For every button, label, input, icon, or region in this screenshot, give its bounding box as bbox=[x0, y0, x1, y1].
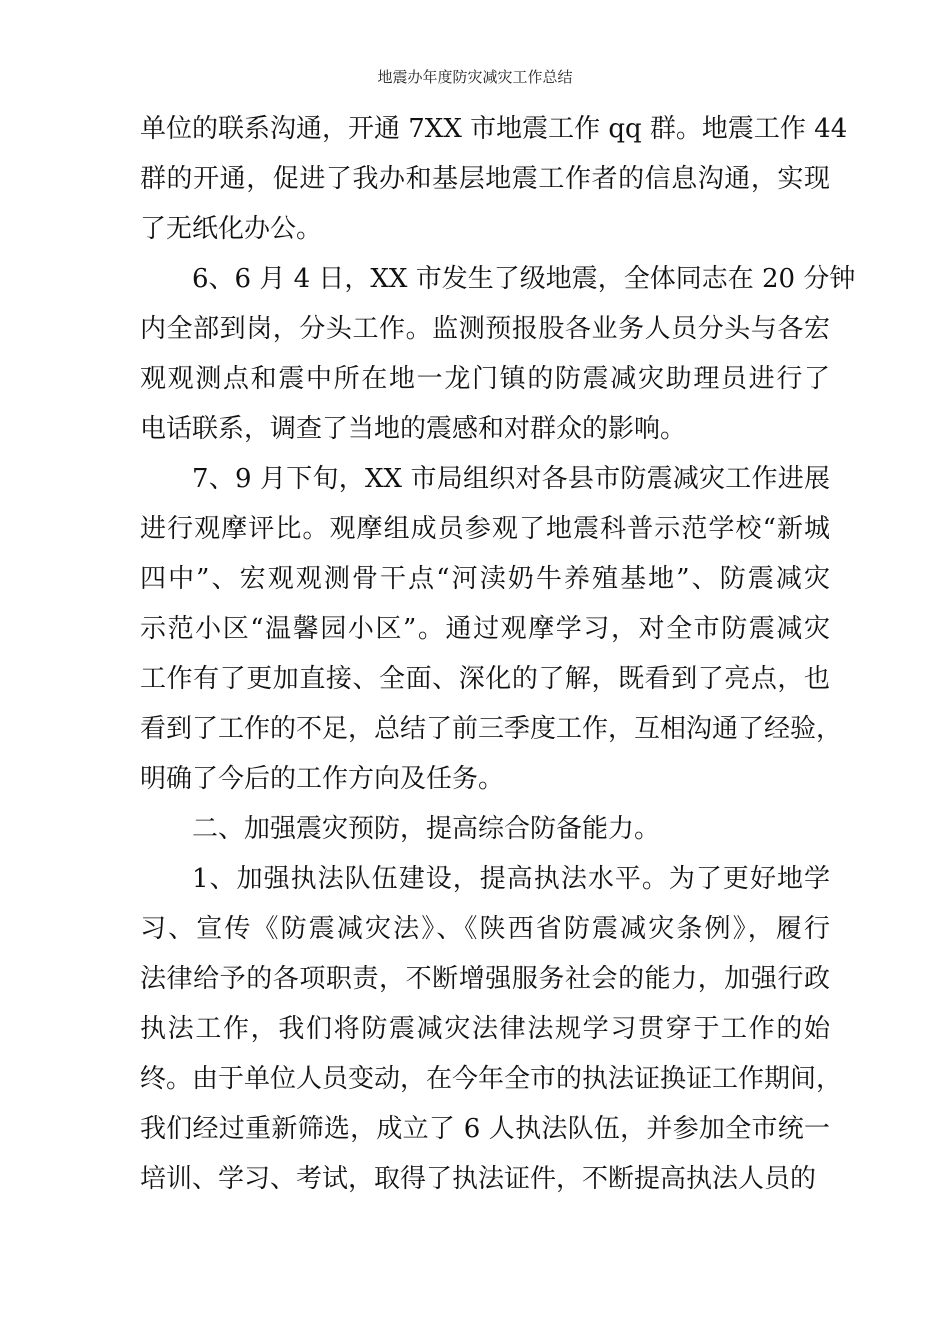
text-line: 进行观摩评比。观摩组成员参观了地震科普示范学校“新城 bbox=[140, 514, 830, 544]
paragraph bbox=[140, 104, 848, 254]
page-header-title: 地震办年度防灾减灾工作总结 bbox=[377, 68, 573, 86]
paragraph bbox=[140, 454, 843, 804]
text-line: 1、加强执法队伍建设，提高执法水平。为了更好地学 bbox=[192, 864, 830, 894]
text-line: 法律给予的各项职责，不断增强服务社会的能力，加强行政 bbox=[140, 964, 830, 994]
paragraph bbox=[140, 854, 843, 1204]
text-line: 四中”、宏观观测骨干点“河渎奶牛养殖基地”、防震减灾 bbox=[140, 564, 830, 594]
text-line: 观观测点和震中所在地一龙门镇的防震减灾助理员进行了 bbox=[140, 364, 830, 394]
section-heading bbox=[140, 804, 830, 854]
text-line: 二、加强震灾预防，提高综合防备能力。 bbox=[192, 814, 661, 844]
text-line: 群的开通，促进了我办和基层地震工作者的信息沟通，实现 bbox=[140, 164, 830, 194]
text-line: 示范小区“温馨园小区”。通过观摩学习，对全市防震减灾 bbox=[140, 614, 830, 644]
text-line: 终。由于单位人员变动，在今年全市的执法证换证工作期间， bbox=[140, 1064, 843, 1094]
text-line: 单位的联系沟通，开通 7XX 市地震工作 qq 群。地震工作 44 bbox=[140, 114, 848, 144]
text-line: 6、6 月 4 日，XX 市发生了级地震，全体同志在 20 分钟 bbox=[192, 264, 856, 294]
text-line: 执法工作，我们将防震减灾法律法规学习贯穿于工作的始 bbox=[140, 1014, 830, 1044]
text-line: 内全部到岗，分头工作。监测预报股各业务人员分头与各宏 bbox=[140, 314, 830, 344]
text-line: 电话联系，调查了当地的震感和对群众的影响。 bbox=[140, 414, 687, 444]
paragraph bbox=[140, 254, 856, 454]
text-line: 看到了工作的不足，总结了前三季度工作，互相沟通了经验， bbox=[140, 714, 843, 744]
text-line: 了无纸化办公。 bbox=[140, 214, 323, 244]
text-line: 工作有了更加直接、全面、深化的了解，既看到了亮点，也 bbox=[140, 664, 830, 694]
text-line: 培训、学习、考试，取得了执法证件，不断提高执法人员的 bbox=[140, 1164, 817, 1194]
document-body bbox=[140, 104, 856, 1204]
text-line: 习、宣传《防震减灾法》、《陕西省防震减灾条例》，履行 bbox=[140, 914, 830, 944]
text-line: 明确了今后的工作方向及任务。 bbox=[140, 764, 505, 794]
text-line: 7、9 月下旬，XX 市局组织对各县市防震减灾工作进展 bbox=[192, 464, 830, 494]
text-line: 我们经过重新筛选，成立了 6 人执法队伍，并参加全市统一 bbox=[140, 1114, 830, 1144]
